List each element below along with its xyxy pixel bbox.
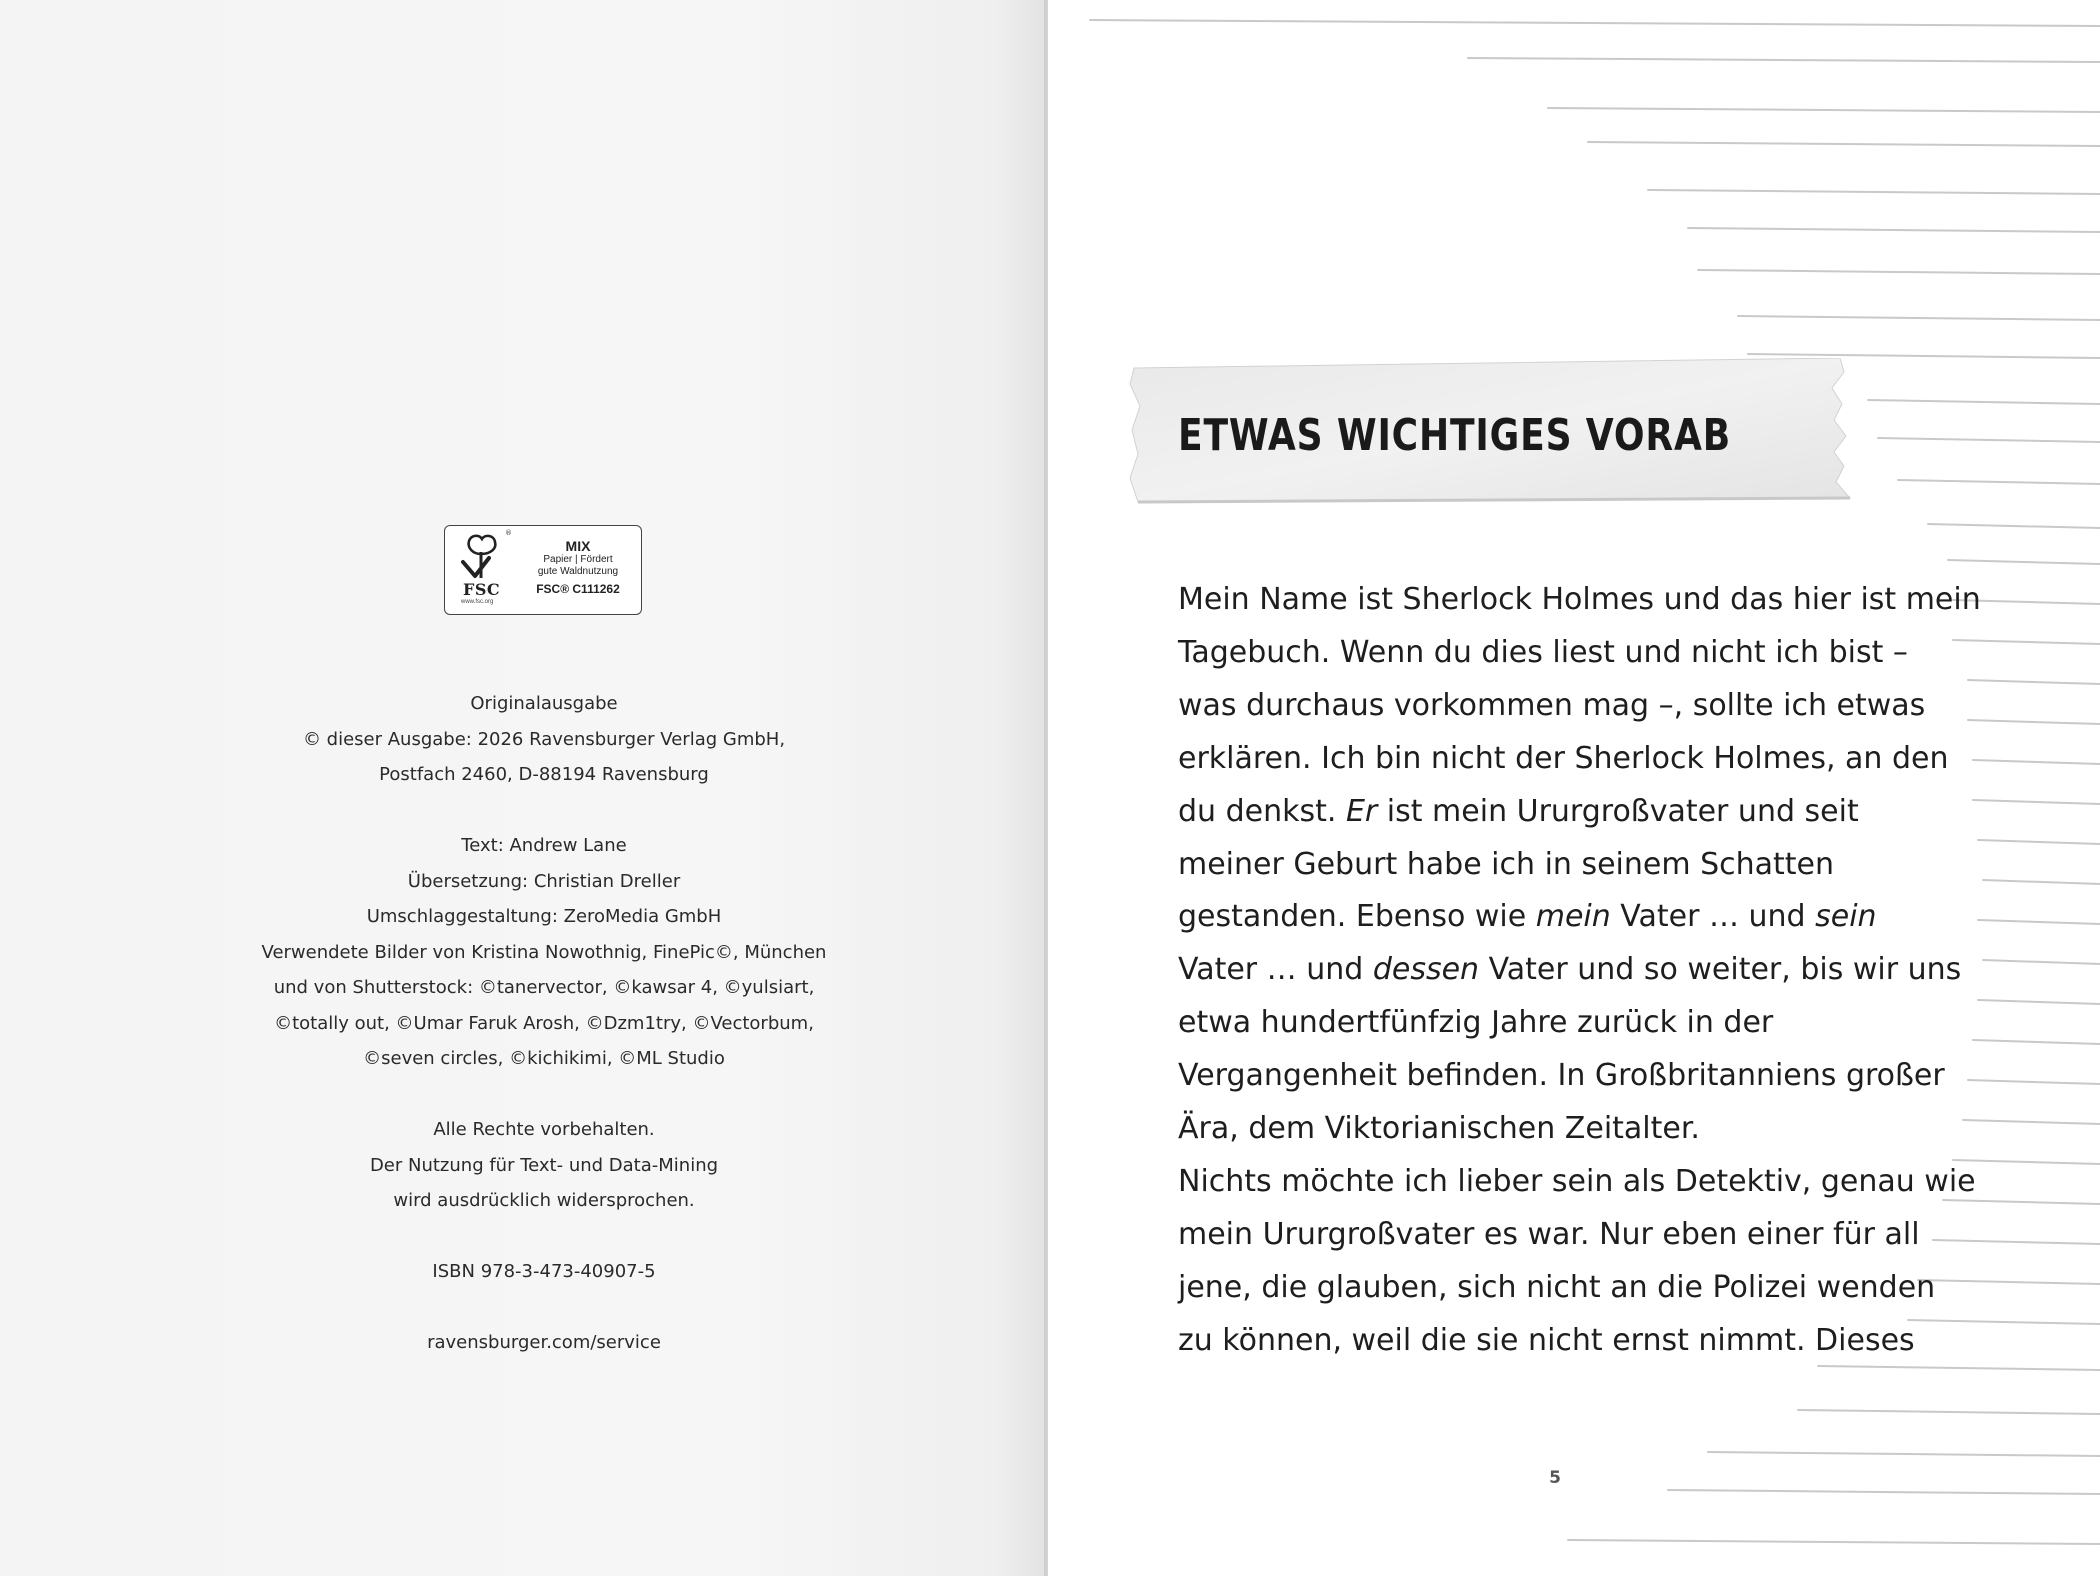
- fsc-label: [444, 525, 642, 615]
- body-line: Ära, dem Viktorianischen Zeitalter.: [1178, 1111, 1700, 1147]
- fsc-line-1: Papier | Fördert: [543, 554, 613, 565]
- fsc-registered-mark: ®: [505, 529, 512, 537]
- imprint-line: wird ausdrücklich widersprochen.: [393, 1190, 695, 1211]
- imprint-text: [200, 686, 888, 1361]
- fsc-url: www.fsc.org: [461, 599, 494, 605]
- body-line: zu können, weil die sie nicht ernst nimmt. Dieses: [1178, 1322, 1915, 1358]
- body-line: du denkst. Er ist mein Ururgroßvater und seit: [1178, 793, 1859, 829]
- body-text: [1178, 574, 1981, 1368]
- left-page-imprint: [0, 0, 1048, 1576]
- body-line: mein Ururgroßvater es war. Nur eben einer für all: [1178, 1216, 1920, 1252]
- body-line: etwa hundertfünfzig Jahre zurück in der: [1178, 1005, 1774, 1041]
- imprint-line: Text: Andrew Lane: [461, 835, 627, 856]
- fsc-logo-text: FSC: [463, 580, 501, 599]
- imprint-line: Verwendete Bilder von Kristina Nowothnig, FinePic©, München: [261, 941, 827, 963]
- service-url: ravensburger.com/service: [427, 1332, 661, 1353]
- imprint-line: Umschlaggestaltung: ZeroMedia GmbH: [366, 906, 722, 927]
- body-line: jene, die glauben, sich nicht an die Polizei wenden: [1178, 1269, 1936, 1305]
- fsc-mix: MIX: [565, 538, 591, 554]
- page-number: 5: [1549, 1468, 1561, 1488]
- imprint-line: ©seven circles, ©kichikimi, ©ML Studio: [363, 1048, 725, 1069]
- body-line: was durchaus vorkommen mag –, sollte ich etwas: [1178, 687, 1926, 723]
- fsc-line-2: gute Waldnutzung: [537, 566, 619, 577]
- body-line: meiner Geburt habe ich in seinem Schatten: [1178, 846, 1835, 882]
- fsc-label-text: [523, 538, 633, 597]
- imprint-line: Postfach 2460, D-88194 Ravensburg: [379, 764, 709, 785]
- imprint-line: Alle Rechte vorbehalten.: [433, 1119, 655, 1140]
- body-line: gestanden. Ebenso wie mein Vater … und sein: [1178, 899, 1877, 935]
- imprint-line: Der Nutzung für Text- und Data-Mining: [369, 1154, 719, 1176]
- body-line: Mein Name ist Sherlock Holmes und das hier ist mein: [1178, 582, 1981, 617]
- body-line: Nichts möchte ich lieber sein als Detektiv, genau wie: [1178, 1163, 1976, 1199]
- imprint-line: Übersetzung: Christian Dreller: [407, 870, 681, 892]
- imprint-line: © dieser Ausgabe: 2026 Ravensburger Verlag GmbH,: [302, 728, 786, 750]
- imprint-line: und von Shutterstock: ©tanervector, ©kawsar 4, ©yulsiart,: [273, 977, 815, 998]
- fsc-code: FSC® C111262: [536, 582, 620, 596]
- page-heading: ETWAS WICHTIGES VORAB: [1178, 410, 1732, 461]
- imprint-line: Originalausgabe: [470, 693, 618, 714]
- heading-tape: [1128, 358, 1863, 504]
- isbn: ISBN 978-3-473-40907-5: [432, 1261, 656, 1282]
- body-line: erklären. Ich bin nicht der Sherlock Holmes, an den: [1178, 740, 1949, 776]
- body-line: Vater … und dessen Vater und so weiter, bis wir uns: [1178, 952, 1962, 988]
- imprint-line: ©totally out, ©Umar Faruk Arosh, ©Dzm1try, ©Vectorbum,: [274, 1012, 814, 1034]
- body-line: Vergangenheit befinden. In Großbritanniens großer: [1178, 1058, 1945, 1094]
- body-line: Tagebuch. Wenn du dies liest und nicht ich bist –: [1178, 634, 1908, 670]
